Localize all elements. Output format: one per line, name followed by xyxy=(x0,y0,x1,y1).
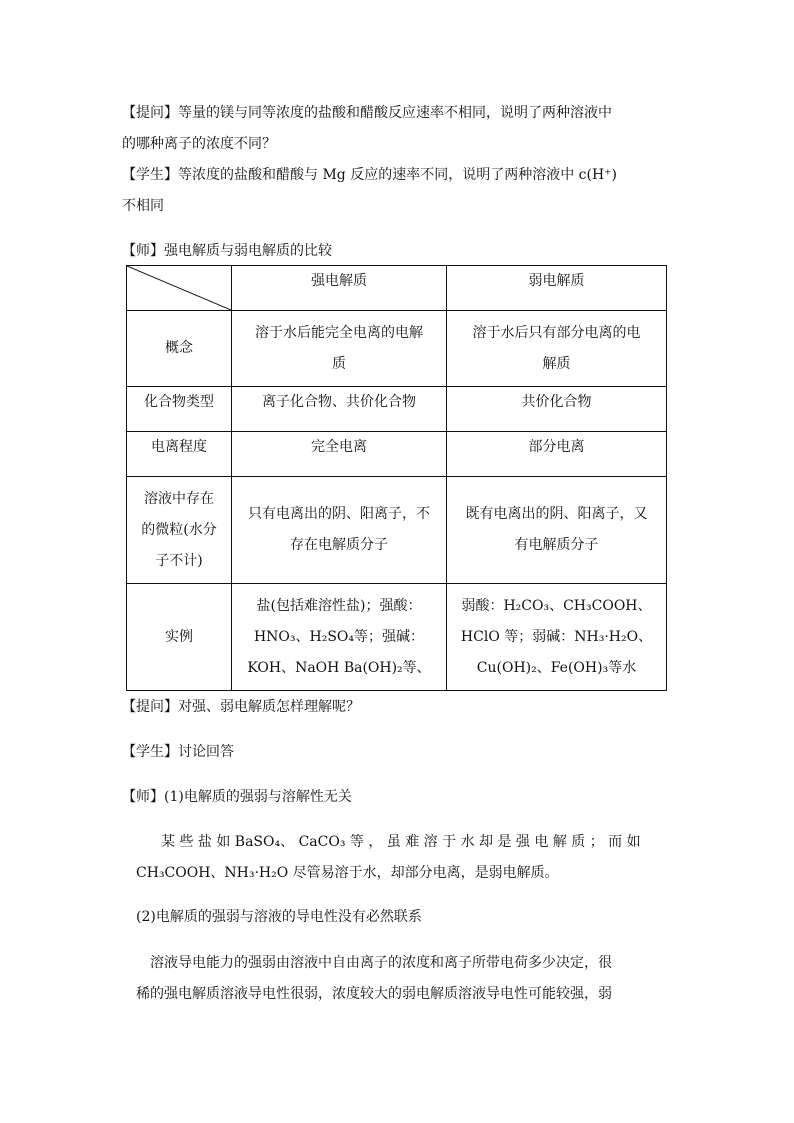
row-label-concept: 概念 xyxy=(127,311,232,387)
question-line-1 xyxy=(122,103,612,123)
paragraph-2-line-2: 稀的强电解质溶液导电性很弱，浓度较大的弱电解质溶液导电性可能较强，弱 xyxy=(136,986,612,1002)
row-label-compound: 化合物类型 xyxy=(127,387,232,432)
paragraph-1-line-2: CH₃COOH、NH₃·H₂O 尽管易溶于水，却部分电离，是弱电解质。 xyxy=(136,865,559,881)
table-row xyxy=(127,311,667,387)
example-strong-line-2: HNO₃、H₂SO₄等；强碱： xyxy=(253,628,425,645)
teacher-line-1 xyxy=(122,241,332,261)
concept-strong-line-1: 溶于水后能完全电离的电解 xyxy=(255,324,423,341)
row-label-particles xyxy=(127,477,232,584)
subheading-2: (2)电解质的强弱与溶液的导电性没有必然联系 xyxy=(136,909,422,925)
concept-weak-cell xyxy=(447,311,667,387)
concept-weak-line-2: 解质 xyxy=(542,355,571,372)
example-weak-line-3: Cu(OH)₂、Fe(OH)₃等水 xyxy=(476,659,637,676)
example-strong-cell xyxy=(232,584,447,691)
row-label-example: 实例 xyxy=(127,584,232,691)
header-strong: 强电解质 xyxy=(232,266,447,311)
table-row xyxy=(127,432,667,477)
teacher-tag: 【师】 xyxy=(122,243,164,259)
teacher-2-line xyxy=(122,787,352,807)
particles-weak-line-1: 既有电离出的阴、阳离子，又 xyxy=(465,506,648,522)
row-label-degree: 电离程度 xyxy=(127,432,232,477)
question-tag: 【提问】 xyxy=(122,105,178,121)
compound-weak: 共价化合物 xyxy=(447,387,667,432)
example-weak-line-1: 弱酸：H₂CO₃、CH₃COOH、 xyxy=(461,597,652,614)
question-2-line xyxy=(122,697,360,717)
header-weak: 弱电解质 xyxy=(447,266,667,311)
example-weak-cell xyxy=(447,584,667,691)
table-row xyxy=(127,477,667,584)
particles-weak-line-2: 有电解质分子 xyxy=(514,537,599,553)
degree-weak: 部分电离 xyxy=(447,432,667,477)
table-row xyxy=(127,387,667,432)
table-row xyxy=(127,584,667,691)
question-2-text: 对强、弱电解质怎样理解呢？ xyxy=(178,699,360,715)
particles-label-line-2: 的微粒(水分 xyxy=(141,521,217,538)
teacher-text: 强电解质与弱电解质的比较 xyxy=(164,243,332,259)
student-tag: 【学生】 xyxy=(122,167,178,183)
student-text: 等浓度的盐酸和醋酸与 Mg 反应的速率不同，说明了两种溶液中 c(H⁺) xyxy=(178,167,618,183)
example-strong-line-1: 盐(包括难溶性盐)；强酸： xyxy=(256,597,422,614)
teacher-2-tag: 【师】 xyxy=(122,789,164,805)
question-text: 等量的镁与同等浓度的盐酸和醋酸反应速率不相同，说明了两种溶液中 xyxy=(178,105,612,121)
student-2-line xyxy=(122,742,234,762)
particles-strong-line-1: 只有电离出的阴、阳离子，不 xyxy=(248,506,430,522)
student-line-2: 不相同 xyxy=(122,198,164,214)
student-2-text: 讨论回答 xyxy=(178,744,234,760)
question-2-tag: 【提问】 xyxy=(122,699,178,715)
concept-weak-line-1: 溶于水后只有部分电离的电 xyxy=(472,324,641,341)
teacher-2-text: (1)电解质的强弱与溶解性无关 xyxy=(164,789,352,805)
paragraph-1-line-1: 某 些 盐 如 BaSO₄、 CaCO₃ 等 ， 虽 难 溶 于 水 却 是 强 电 解 质 ； 而 如 xyxy=(161,834,641,850)
student-line-1 xyxy=(122,165,617,185)
comparison-table xyxy=(126,265,667,691)
question-line-2: 的哪种离子的浓度不同？ xyxy=(122,136,276,152)
concept-strong-cell xyxy=(232,311,447,387)
compound-strong: 离子化合物、共价化合物 xyxy=(232,387,447,432)
particles-strong-line-2: 存在电解质分子 xyxy=(290,537,388,553)
particles-weak-cell xyxy=(447,477,667,584)
particles-label-line-1: 溶液中存在 xyxy=(144,490,214,507)
student-2-tag: 【学生】 xyxy=(122,744,178,760)
particles-label-line-3: 子不计) xyxy=(155,552,203,569)
degree-strong: 完全电离 xyxy=(232,432,447,477)
diagonal-header-cell xyxy=(127,266,232,311)
concept-strong-line-2: 质 xyxy=(332,355,346,372)
table-header-row xyxy=(127,266,667,311)
example-strong-line-3: KOH、NaOH Ba(OH)₂等、 xyxy=(247,659,431,676)
example-weak-line-2: HClO 等；弱碱：NH₃·H₂O、 xyxy=(460,628,653,645)
particles-strong-cell xyxy=(232,477,447,584)
paragraph-2-line-1: 溶液导电能力的强弱由溶液中自由离子的浓度和离子所带电荷多少决定，很 xyxy=(150,955,612,971)
diagonal-line xyxy=(127,266,231,310)
